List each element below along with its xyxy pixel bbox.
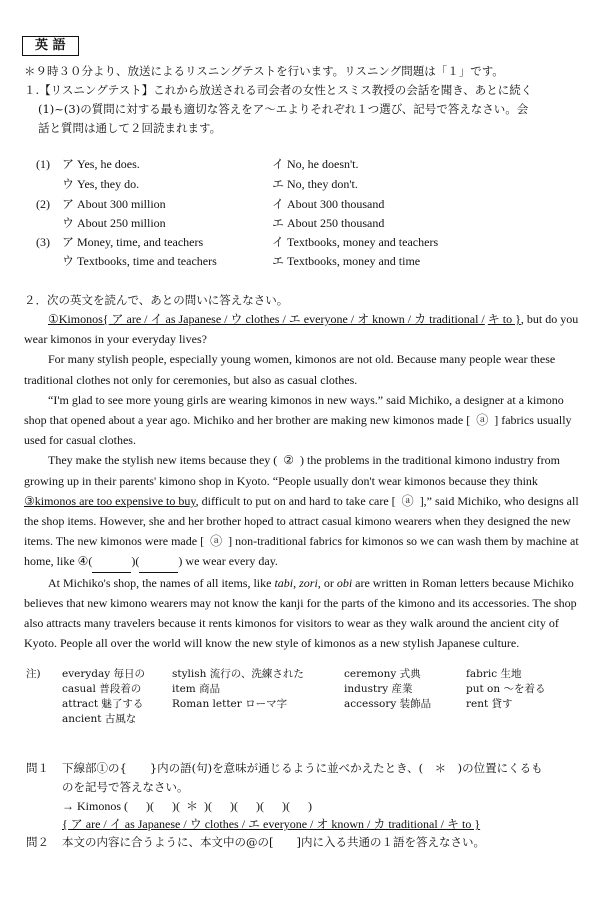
sequence-start: → Kimonos ( [62, 799, 128, 813]
passage-paragraph [24, 573, 580, 654]
passage-text: , but do you wear kimonos in your everyday lives? [24, 312, 579, 347]
q1-instruction-line2: (1)~(3)の質問に対する最も適切な答えをア～エよりそれぞれ１つ選び、記号で答えなさい。会 [38, 102, 529, 116]
question-1-options: { ア are / イ as Japanese / ウ clothes / エ everyone / オ known / カ traditional / キ to } [62, 817, 481, 831]
choice-number: (1) [36, 157, 50, 171]
question-1-text: のを記号で答えなさい。 [62, 780, 189, 794]
note-item [466, 712, 557, 727]
note-item: casual 普段着の [62, 683, 142, 695]
q1-instruction-line3: 話と質問は通して２回読まれます。 [38, 121, 222, 135]
notes-row [62, 682, 557, 697]
choice-option: エ About 250 thousand [272, 216, 385, 230]
choice-option: エ No, they don't. [272, 177, 358, 191]
note-item: ancient 古風な [62, 713, 137, 725]
notes-row [62, 667, 557, 682]
choice-option: ア About 300 million [62, 197, 166, 211]
sequence-slots: )( )( )( )( ) [198, 799, 312, 813]
passage-text: , difficult to put on and hard to take care [ [195, 493, 396, 508]
note-item: stylish 流行の、洗練された [172, 668, 304, 680]
passage-paragraph [24, 450, 580, 572]
blank-2: ② [283, 453, 295, 468]
note-item: item 商品 [172, 683, 221, 695]
passage-text: )( [131, 554, 140, 569]
passage-text: They make the stylish new items because they ( [48, 453, 278, 468]
reading-passage [24, 309, 580, 653]
choice-number: (3) [36, 235, 50, 249]
underline-3: ③kimonos are too expensive to buy [24, 493, 196, 508]
underline-1-marker: ①Kimonos [48, 312, 103, 326]
note-item [344, 712, 466, 727]
passage-text: At Michiko's shop, the names of all items, like [48, 575, 275, 590]
notes-label: 注) [26, 668, 41, 680]
note-item: fabric 生地 [466, 668, 522, 680]
passage-paragraph [24, 390, 580, 451]
note-item: everyday 毎日の [62, 668, 146, 680]
choice-option: ウ About 250 million [62, 216, 166, 230]
note-item: accessory 装飾品 [344, 698, 432, 710]
italic-term: tabi, zori, [274, 575, 321, 590]
note-item: attract 魅了する [62, 698, 144, 710]
note-item: ceremony 式典 [344, 668, 421, 680]
choice-option: ウ Yes, they do. [62, 177, 140, 191]
choice-option: ア Yes, he does. [62, 157, 140, 171]
choice-option: イ About 300 thousand [272, 197, 385, 211]
question-2-text: 本文の内容に合うように、本文中の@の[ ]内に入る共通の１語を答えなさい。 [62, 835, 485, 849]
notes-table [62, 667, 557, 727]
choice-option: エ Textbooks, money and time [272, 254, 421, 268]
passage-text: or [320, 575, 337, 590]
choice-option: イ Textbooks, money and teachers [272, 235, 439, 249]
passage-text: ) the problems in the traditional kimono industry from growing up in their parents' kimono shop in Kyoto. “People usually don't wear kimonos because they think [24, 453, 560, 488]
passage-text: ) we wear every day. [178, 554, 278, 569]
blank-a: ⓐ [210, 534, 223, 549]
underline-1-options: { ア are / イ as Japanese / ウ clothes / エ everyone / オ known / カ traditional / [102, 312, 485, 326]
italic-term: obi [336, 575, 353, 590]
note-item: put on ～を着る [466, 683, 546, 695]
note-item: industry 産業 [344, 683, 413, 695]
question-1-text: 下線部①の{ }内の語(句)を意味が通じるように並べかえたとき、( ＊ )の位置にくるも [62, 761, 543, 775]
passage-paragraph [24, 349, 580, 389]
blank-a: ⓐ [476, 413, 489, 428]
passage-text: are written in Roman letters because Michiko believes that new kimono wearers may not know the kanji for the parts of the kimono and its accessories. The shop also attracts many travelers because it rents kimonos for visitors to wear as they walk around the ancient city of Kyoto. People all over the world will know the new style of kimonos as a new stylish Japanese culture. [24, 575, 577, 651]
listening-notice: ＊９時３０分より、放送によるリスニングテストを行います。リスニング問題は「１」です。 [24, 64, 504, 78]
question-1-sequence [62, 798, 312, 814]
passage-paragraph [24, 309, 580, 349]
sequence-star: ＊ [185, 799, 198, 813]
answer-blank-4a [92, 551, 131, 572]
question-2-label: 問２ [26, 835, 49, 849]
passage-text: For many stylish people, especially young women, kimonos are not old. Because many people wear these traditional clothes not only for ceremonies, but also as casual clothes. [24, 352, 556, 387]
passage-text: ],” said Michiko, who designs all the shop items. However, she and her brother hoped to attract casual kimono wearers when they designed the new items. The new kimonos were made [ [24, 493, 579, 549]
subject-title: 英 語 [22, 36, 79, 56]
notes-row [62, 697, 557, 712]
choice-number: (2) [36, 197, 50, 211]
choice-option: ア Money, time, and teachers [62, 235, 204, 249]
reading-heading: ２．次の英文を読んで、あとの問いに答えなさい。 [24, 293, 289, 307]
notes-row [62, 712, 557, 727]
sequence-slots: )( )( [131, 799, 186, 813]
note-item: rent 貸す [466, 698, 513, 710]
blank-a: ⓐ [401, 493, 414, 508]
passage-text: “I'm glad to see more young girls are wearing kimonos in new ways.” said Michiko, a designer at a kimono shop that opened about a year ago. Michiko and her brother are making new kimonos made [ [24, 392, 564, 428]
passage-text: ] fabrics usually used for casual clothes. [24, 413, 572, 448]
choice-option: イ No, he doesn't. [272, 157, 359, 171]
question-1-label: 問１ [26, 761, 49, 775]
note-item [172, 712, 344, 727]
answer-blank-4b [139, 551, 178, 572]
note-item: Roman letter ローマ字 [172, 698, 288, 710]
choice-option: ウ Textbooks, time and teachers [62, 254, 217, 268]
passage-text: ] non-traditional fabrics for kimonos so we can wash them by machine at home, like ④( [24, 534, 579, 569]
underline-1-options-end: キ to } [487, 312, 521, 326]
q1-instruction-line1: １.【リスニングテスト】これから放送される司会者の女性とスミス教授の会話を聞き、あとに続く [24, 83, 533, 97]
